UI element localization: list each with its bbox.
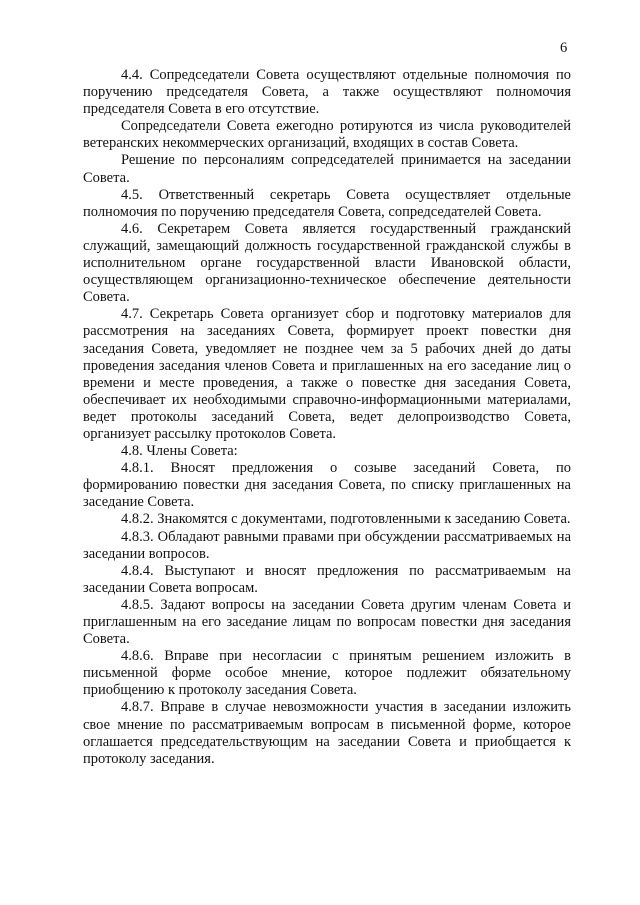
paragraph-4-8-3: 4.8.3. Обладают равными правами при обсуждении рассматриваемых на заседании вопросов. (83, 528, 571, 562)
paragraph-cochairs-rotation: Сопредседатели Совета ежегодно ротируются из числа руководителей ветеранских некоммерческих организаций, входящих в состав Совета. (83, 118, 571, 152)
paragraph-4-8-1: 4.8.1. Вносят предложения о созыве заседаний Совета, по формированию повестки дня заседания Совета, по списку приглашенных на заседание Совета. (83, 460, 571, 511)
paragraph-4-6: 4.6. Секретарем Совета является государственный гражданский служащий, замещающий должность государственной гражданской службы в исполнительном органе государственной власти Ивановской области, осуществляющем организационно-техническое обеспечение деятельности Совета. (83, 220, 571, 306)
paragraph-4-8-2: 4.8.2. Знакомятся с документами, подготовленными к заседанию Совета. (121, 511, 571, 528)
paragraph-4-8-5: 4.8.5. Задают вопросы на заседании Совета другим членам Совета и приглашенным на его заседание лицам по вопросам повестки дня заседания Совета. (83, 596, 571, 648)
page-number: 6 (560, 40, 568, 56)
paragraph-4-8: 4.8. Члены Совета: (121, 443, 238, 460)
paragraph-4-8-6: 4.8.6. Вправе при несогласии с принятым решением изложить в письменной форме особое мнение, которое подлежит обязательному приобщению к протоколу заседания Совета. (83, 648, 571, 699)
paragraph-cochairs-decision: Решение по персоналиям сопредседателей принимается на заседании Совета. (83, 152, 571, 186)
paragraph-4-7: 4.7. Секретарь Совета организует сбор и подготовку материалов для рассмотрения на заседаниях Совета, формирует проект повестки дня заседания Совета, уведомляет не позднее чем за 5 рабочих дней до даты проведения заседания членов Совета и приглашенных на его заседание лиц о времени и месте проведения, а также о повестке дня заседания Совета, обеспечивает их необходимыми справочно-информационными материалами, ведет протоколы заседаний Совета, ведет делопроизводство Совета, организует рассылку протоколов Совета. (83, 306, 571, 442)
paragraph-4-8-4: 4.8.4. Выступают и вносят предложения по рассматриваемым на заседании Совета вопросам. (83, 562, 571, 596)
paragraph-4-5: 4.5. Ответственный секретарь Совета осуществляет отдельные полномочия по поручению председателя Совета, сопредседателей Совета. (83, 186, 571, 220)
paragraph-4-8-7: 4.8.7. Вправе в случае невозможности участия в заседании изложить свое мнение по рассматриваемым вопросам в письменной форме, которое оглашается председательствующим на заседании Совета и приобщается к протоколу заседания. (83, 699, 571, 767)
document-body (83, 67, 571, 768)
paragraph-4-4: 4.4. Сопредседатели Совета осуществляют отдельные полномочия по поручению председателя Совета, а также осуществляют полномочия председателя Совета в его отсутствие. (83, 67, 571, 118)
